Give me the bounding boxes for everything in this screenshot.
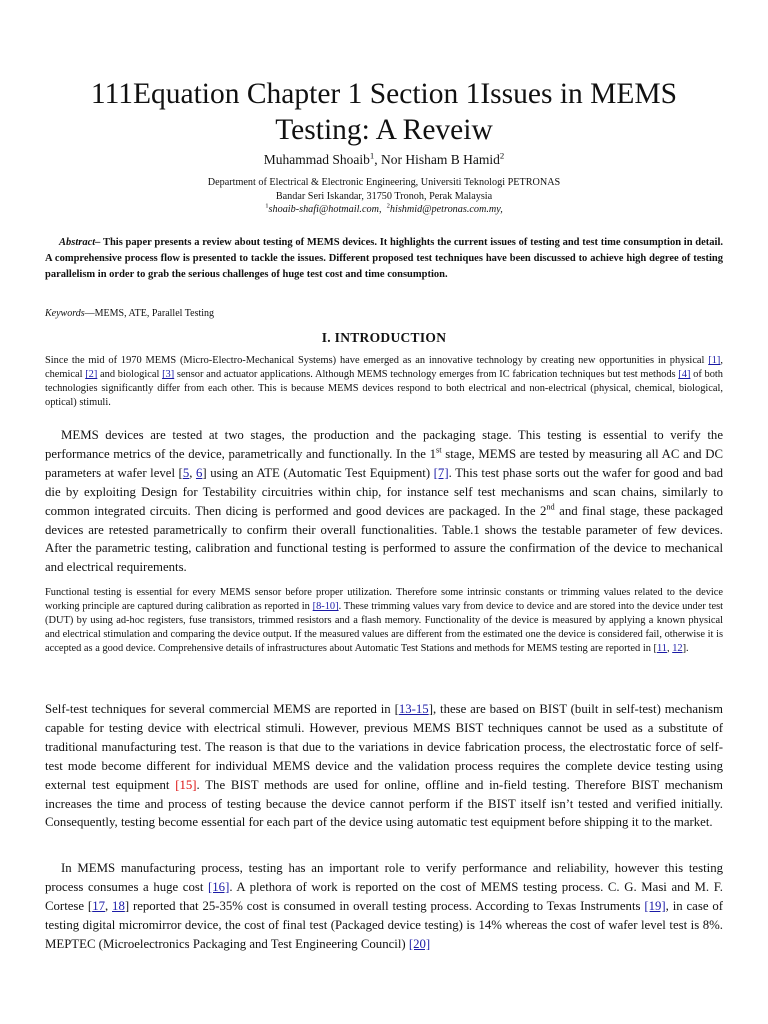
abstract bbox=[45, 235, 723, 283]
author-separator: , bbox=[374, 152, 381, 167]
title-line-1: 111Equation Chapter 1 Section 1Issues in MEMS bbox=[90, 78, 678, 110]
paragraph-5: In MEMS manufacturing process, testing has an important role to verify performance and reliability, however this testing process consumes a huge cost [16]. A plethora of work is reported on the cost of MEMS testing process. C. G. Masi and M. F. Cortese [17, 18] reported that 25-35% cost is consumed in overall testing process. According to Texas Instruments [19], in case of testing digital micromirror device, the cost of final test (Packaged device testing) is 14% whereas the cost of wafer level test is 8%. MEPTEC (Microelectronics Packaging and Test Engineering Council) [20] bbox=[45, 861, 723, 951]
citation-link[interactable]: [20] bbox=[408, 936, 431, 951]
citation-link[interactable]: 12 bbox=[672, 643, 683, 655]
citation-link[interactable]: 6 bbox=[195, 465, 203, 480]
paragraph-2: MEMS devices are tested at two stages, the production and the packaging stage. This testing is essential to verify the performance metrics of the device, parametrically and functionally. In the 1st stage, MEMS are tested by measuring all AC and DC parameters at wafer level [5, 6] using an ATE (Automatic Test Equipment) [7]. This test phase sorts out the wafer for good and bad die by exploiting Design for Testability circuitries within chip, for instance self test mechanisms and scan chains, similarly to common integrated circuits. Then dicing is performed and good devices are packaged. In the 2nd and final stage, these packaged devices are retested parametrically to confirm their overall functionalities. Table.1 shows the testable parameter of few devices. After the parametric testing, calibration and functional testing is performed to assure the confirmation of the device to mechanical and electrical requirements. bbox=[45, 428, 724, 575]
citation-link[interactable]: [16] bbox=[208, 879, 230, 894]
author-1-sup: 1 bbox=[369, 150, 375, 161]
email-2[interactable]: hishmid@petronas.com.my, bbox=[389, 204, 503, 215]
citation-link[interactable]: [2] bbox=[85, 369, 98, 381]
citation-link[interactable]: 18 bbox=[112, 898, 125, 913]
citation-link[interactable]: 5 bbox=[182, 465, 190, 480]
email-2-sup: 2 bbox=[386, 202, 390, 210]
citation-link[interactable]: [7] bbox=[433, 465, 449, 480]
citation-link[interactable]: [3] bbox=[162, 369, 175, 381]
author-2: Nor Hisham B Hamid bbox=[381, 152, 500, 167]
email-1[interactable]: shoaib-shafi@hotmail.com, bbox=[268, 204, 382, 215]
citation-link[interactable]: 17 bbox=[92, 898, 105, 913]
citation-link[interactable]: 13-15 bbox=[398, 702, 429, 716]
author-list bbox=[40, 152, 728, 168]
affiliation-line-1: Department of Electrical & Electronic Engineering, Universiti Teknologi PETRONAS bbox=[207, 177, 561, 188]
affiliation-line-2: Bandar Seri Iskandar, 31750 Tronoh, Perak Malaysia bbox=[275, 190, 493, 202]
keywords-text: —MEMS, ATE, Parallel Testing bbox=[84, 308, 215, 319]
keywords bbox=[45, 308, 723, 319]
paragraph-3: Functional testing is essential for every MEMS sensor before proper utilization. Therefore some intrinsic constants or trimming values related to the device working principle are captured during calibration as reported in [8-10]. These trimming values vary from device to device and are stored into the device under test (DUT) by using ad-hoc registers, fuse transistors, trimmed resistors and a flash memory. Functionality of the device is measured by applying a known physical and electrical stimulation and comparing the device output. If the measured values are different from the estimated one the device is considered fail, otherwise it is accepted as a good device. Comprehensive details of infrastructures about Automatic Test Stations and methods for MEMS testing are reported in [11, 12]. bbox=[45, 587, 723, 655]
affiliation bbox=[40, 176, 728, 217]
author-2-sup: 2 bbox=[499, 150, 505, 161]
email-1-sup: 1 bbox=[265, 202, 269, 210]
abstract-text: This paper presents a review about testing of MEMS devices. It highlights the current issues of testing and test time consumption in detail. A comprehensive process flow is presented to tackle the issues. Different proposed test techniques have been discussed to achieve high degree of testing parallelism in order to grab the serious challenges of huge test cost and time consumption. bbox=[45, 237, 723, 280]
paragraph-1: Since the mid of 1970 MEMS (Micro-Electro-Mechanical Systems) have emerged as an innovative technology by creating new opportunities in physical [1], chemical [2] and biological [3] sensor and actuator applications. Although MEMS technology emerges from IC fabrication techniques but test methods [4] of both technologies significantly differ from each other. This is because MEMS devices respond to both electrical and non-electrical (physical, chemical, biological, optical) stimuli. bbox=[45, 355, 723, 409]
citation-link[interactable]: [8-10] bbox=[312, 601, 339, 613]
citation-link[interactable]: [19] bbox=[644, 898, 666, 913]
title-line-2: Testing: A Reveiw bbox=[275, 114, 493, 146]
citation-link[interactable]: 11 bbox=[656, 643, 667, 655]
section-heading: I. INTRODUCTION bbox=[321, 330, 447, 345]
citation-link[interactable]: [15] bbox=[175, 777, 197, 792]
author-1: Muhammad Shoaib bbox=[263, 152, 370, 167]
abstract-label: Abstract– bbox=[59, 237, 101, 248]
keywords-label: Keywords bbox=[45, 308, 85, 319]
citation-link[interactable]: [4] bbox=[678, 369, 691, 381]
citation-link[interactable]: [1] bbox=[708, 355, 721, 366]
paragraph-4: Self-test techniques for several commercial MEMS are reported in [13-15], these are based on BIST (built in self-test) mechanism capable for testing device with electrical stimuli. However, previous MEMS BIST techniques cannot be used as a substitute of traditional manufacturing test. The reason is that due to the variations in device fabrication process, the electrostatic force of self-test mode become different for individual MEMS device and the validation process requires the complete device testing using external test equipment [15]. The BIST methods are used for online, offline and in-field testing. Therefore BIST mechanism increases the time and process of testing because the device cannot perform if the BIST itself isn’t tested and verified initially. Consequently, testing become essential for each part of the device using automatic test equipment before shipping it to the market. bbox=[45, 702, 723, 830]
paper-title bbox=[40, 76, 728, 148]
